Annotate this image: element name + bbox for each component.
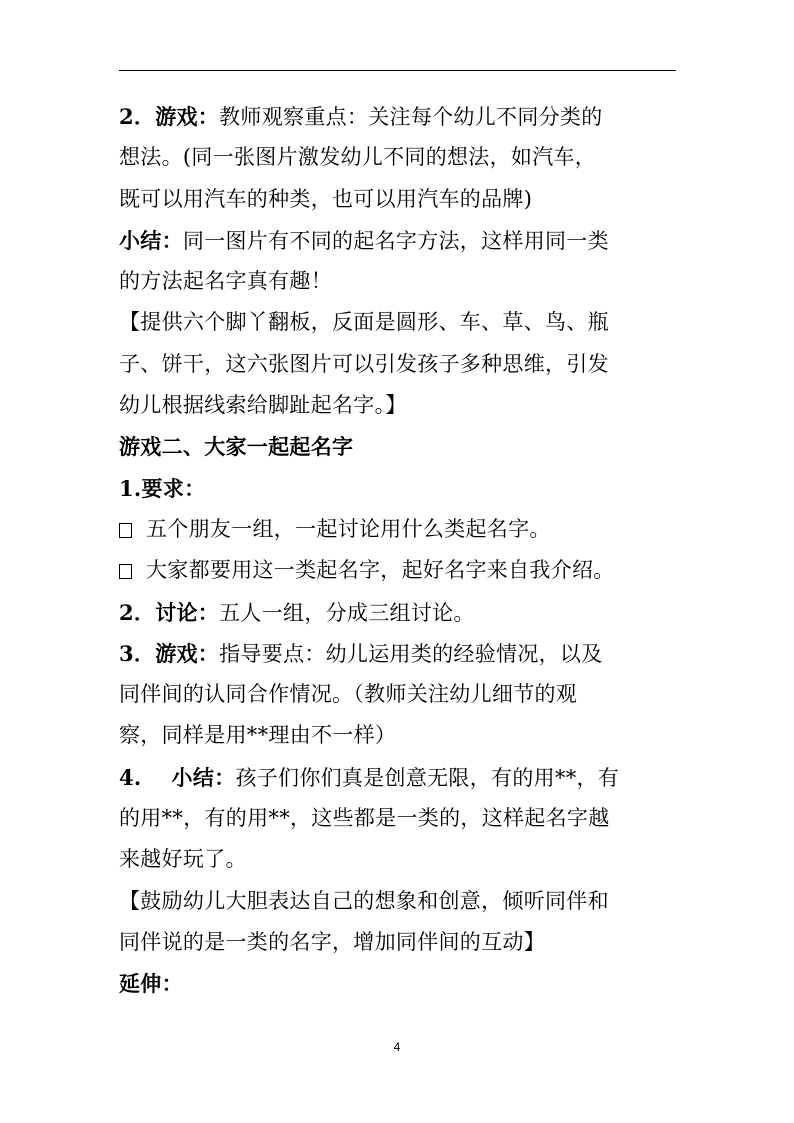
body-text: 来越好玩了。 — [119, 847, 247, 872]
paragraph-line — [119, 839, 679, 880]
paragraph-line — [119, 674, 679, 715]
paragraph-line — [119, 922, 679, 963]
step-number: 4. — [119, 764, 142, 790]
step-label: 2．讨论： — [119, 599, 220, 625]
bullet-text: 大家都要用这一类起名字，起好名字来自我介绍。 — [146, 558, 615, 583]
paragraph-line — [119, 344, 679, 385]
extension-label: 延伸： — [119, 971, 183, 997]
paragraph-line — [119, 798, 679, 839]
paragraph-line — [119, 179, 679, 220]
body-text: 【提供六个脚丫翻板，反面是圆形、车、草、鸟、瓶 — [119, 310, 609, 335]
bullet-box-icon — [119, 564, 132, 579]
body-text: 察，同样是用**理由不一样） — [119, 723, 397, 748]
step-label: 1.要求： — [119, 475, 206, 501]
body-text: 同伴说的是一类的名字，增加同伴间的互动】 — [119, 929, 545, 954]
body-text: 的用**，有的用**，这些都是一类的，这样起名字越 — [119, 806, 610, 831]
paragraph-line — [119, 963, 679, 1004]
paragraph-line — [119, 96, 679, 137]
summary-text: 同一图片有不同的起名字方法，这样用同一类 — [182, 228, 609, 253]
step-text: 教师观察重点：关注每个幼儿不同分类的 — [219, 105, 603, 129]
paragraph-line — [119, 633, 679, 674]
page-number: 4 — [393, 1040, 401, 1054]
body-text: 想法。(同一张图片激发幼儿不同的想法，如汽车， — [119, 145, 597, 170]
paragraph-line — [119, 385, 679, 426]
step-text: 孩子们你们真是创意无限，有的用**，有 — [235, 765, 620, 790]
paragraph-line — [119, 592, 679, 633]
body-text: 子、饼干，这六张图片可以引发孩子多种思维，引发 — [119, 351, 609, 376]
body-text: 的方法起名字真有趣！ — [119, 269, 332, 294]
summary-label: 小结： — [171, 764, 236, 790]
bullet-text: 五个朋友一组，一起讨论用什么类起名字。 — [146, 516, 551, 541]
bullet-box-icon — [119, 523, 132, 538]
paragraph-line — [119, 881, 679, 922]
paragraph-line — [119, 468, 679, 509]
section-heading — [119, 426, 679, 467]
paragraph-line — [119, 715, 679, 756]
header-rule — [119, 70, 676, 71]
paragraph-line — [119, 261, 679, 302]
paragraph-line — [119, 302, 679, 343]
paragraph-line — [119, 137, 679, 178]
section-heading-text: 游戏二、大家一起起名字 — [119, 434, 354, 460]
body-text: 同伴间的认同合作情况。（教师关注幼儿细节的观 — [119, 682, 578, 707]
step-label: 3．游戏： — [119, 640, 220, 666]
step-text: 五人一组，分成三组讨论。 — [219, 600, 475, 625]
document-body — [119, 96, 679, 1005]
bullet-item — [119, 550, 679, 591]
paragraph-line — [119, 220, 679, 261]
summary-label: 小结： — [119, 227, 183, 253]
body-text: 幼儿根据线索给脚趾起名字。】 — [119, 393, 407, 418]
step-label: 2．游戏： — [119, 104, 220, 129]
step-text: 指导要点：幼儿运用类的经验情况，以及 — [219, 641, 603, 666]
body-text: 既可以用汽车的种类，也可以用汽车的品牌) — [119, 186, 533, 211]
paragraph-line — [119, 757, 679, 798]
bullet-item — [119, 509, 679, 550]
body-text: 【鼓励幼儿大胆表达自己的想象和创意，倾听同伴和 — [119, 888, 609, 913]
